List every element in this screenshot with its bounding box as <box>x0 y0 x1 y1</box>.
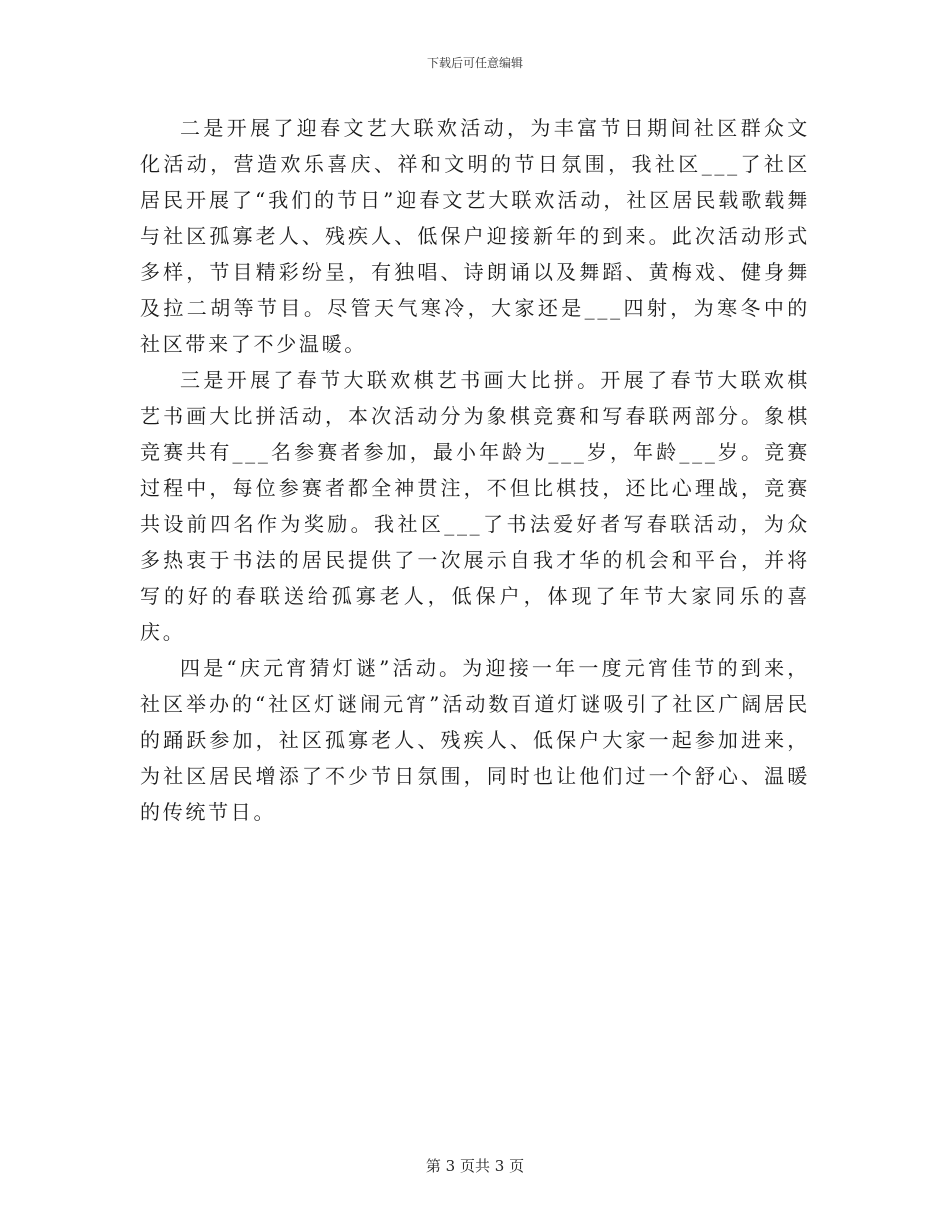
paragraph-spring-festival-gala: 二是开展了迎春文艺大联欢活动，为丰富节日期间社区群众文化活动，营造欢乐喜庆、祥和文明的节日氛围，我社区___了社区居民开展了“我们的节日”迎春文艺大联欢活动，社区居民载歌载舞与社区孤寡老人、残疾人、低保户迎接新年的到来。此次活动形式多样，节目精彩纷呈，有独唱、诗朗诵以及舞蹈、黄梅戏、健身舞及拉二胡等节目。尽管天气寒冷，大家还是___四射，为寒冬中的社区带来了不少温暖。 <box>140 116 810 356</box>
page-footer: 第 3 页共 3 页 <box>425 1157 525 1175</box>
page-header: 下载后可任意编辑 <box>426 56 523 70</box>
paragraph-chess-calligraphy: 三是开展了春节大联欢棋艺书画大比拼。开展了春节大联欢棋艺书画大比拼活动，本次活动分为象棋竞赛和写春联两部分。象棋竞赛共有___名参赛者参加，最小年龄为___岁，年龄___岁。竞赛过程中，每位参赛者都全神贯注，不但比棋技，还比心理战，竞赛共设前四名作为奖励。我社区___了书法爱好者写春联活动，为众多热衷于书法的居民提供了一次展示自我才华的机会和平台，并将写的好的春联送给孤寡老人，低保户，体现了年节大家同乐的喜庆。 <box>140 368 810 644</box>
document-body <box>140 110 810 830</box>
paragraph-lantern-riddles: 四是“庆元宵猜灯谜”活动。为迎接一年一度元宵佳节的到来，社区举办的“社区灯谜闹元宵”活动数百道灯谜吸引了社区广阔居民的踊跃参加，社区孤寡老人、残疾人、低保户大家一起参加进来，为社区居民增添了不少节日氛围，同时也让他们过一个舒心、温暖的传统节日。 <box>140 656 810 824</box>
